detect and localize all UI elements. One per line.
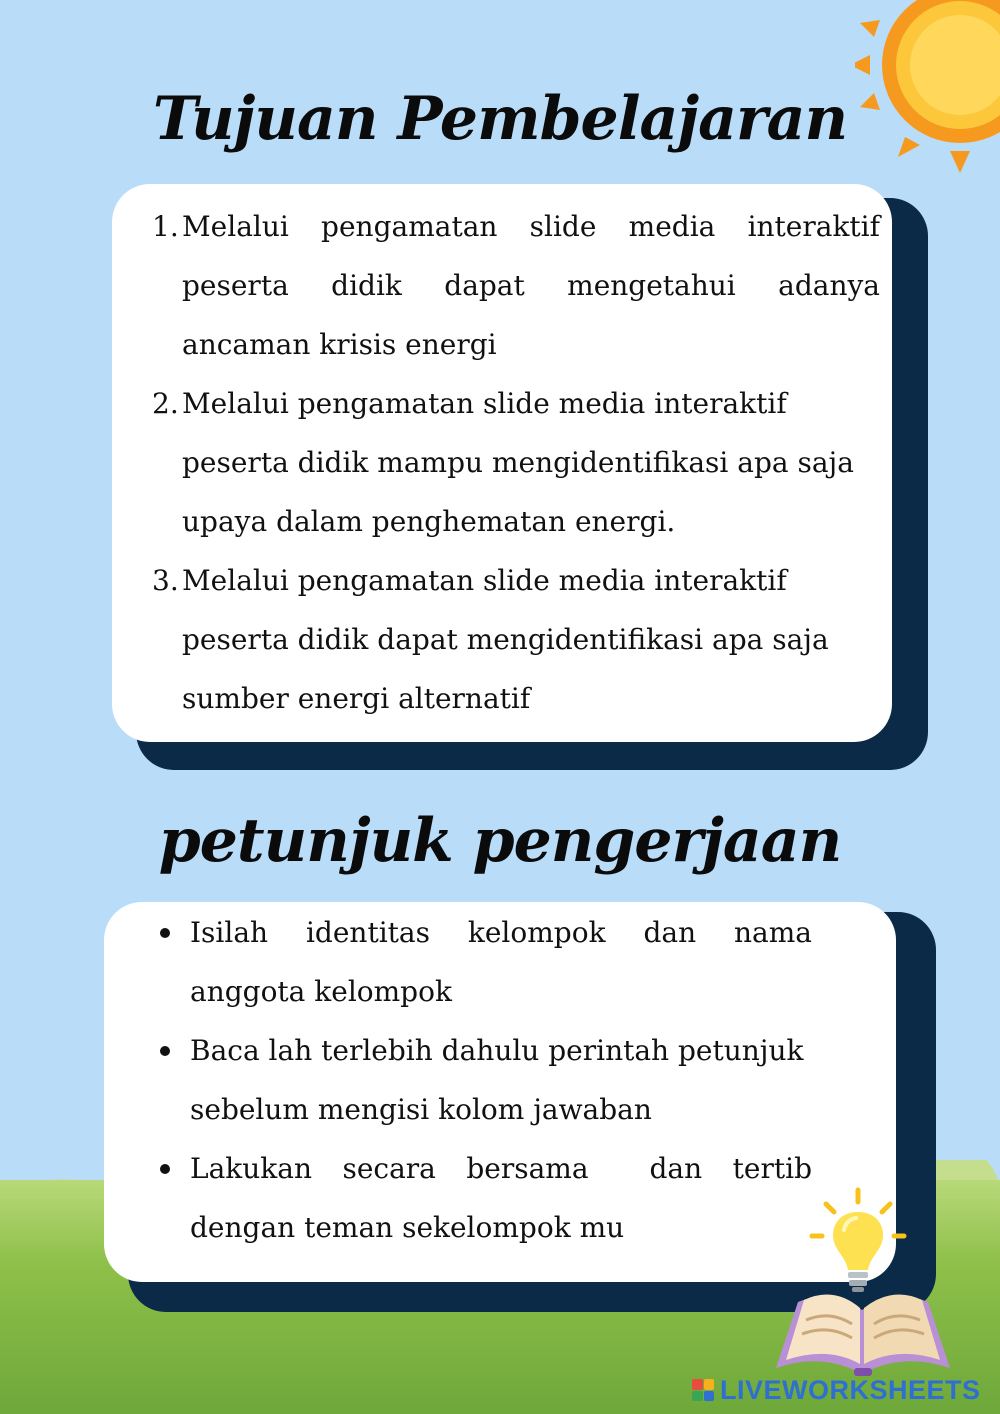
instruction-item: [156, 903, 812, 1021]
objective-line: Melalui pengamatan slide media interaktif: [182, 210, 880, 243]
objective-item: [152, 551, 880, 728]
objective-number: 3.: [152, 564, 179, 597]
objective-line: upaya dalam penghematan energi.: [182, 505, 676, 538]
objective-number: 1.: [152, 210, 179, 243]
instruction-line: dengan teman sekelompok mu: [190, 1211, 625, 1244]
watermark-text: LIVEWORKSHEETS: [720, 1374, 981, 1405]
instruction-line: Lakukan secara bersama dan tertib: [190, 1152, 812, 1185]
objective-line: Melalui pengamatan slide media interaktif: [182, 387, 787, 420]
objective-item: [152, 374, 880, 551]
objective-number: 2.: [152, 387, 179, 420]
objective-item: [152, 197, 880, 374]
instruction-line: sebelum mengisi kolom jawaban: [190, 1093, 652, 1126]
bullet-icon: [156, 1139, 190, 1257]
instruction-item: [156, 1021, 812, 1139]
objective-line: sumber energi alternatif: [182, 682, 531, 715]
bullet-icon: [156, 1021, 190, 1139]
objective-line: peserta didik dapat mengetahui adanya: [182, 269, 880, 302]
objective-line: peserta didik mampu mengidentifikasi apa saja: [182, 446, 854, 479]
instruction-line: Baca lah terlebih dahulu perintah petunjuk: [190, 1034, 804, 1067]
objective-line: peserta didik dapat mengidentifikasi apa saja: [182, 623, 829, 656]
bullet-icon: [156, 903, 190, 1021]
instructions-list: [156, 903, 812, 1257]
instruction-item: [156, 1139, 812, 1257]
liveworksheets-logo-icon: [692, 1379, 714, 1401]
objective-line: ancaman krisis energi: [182, 328, 497, 361]
liveworksheets-watermark: [692, 1376, 981, 1404]
objective-line: Melalui pengamatan slide media interaktif: [182, 564, 787, 597]
objectives-list: [152, 197, 880, 728]
instruction-line: anggota kelompok: [190, 975, 452, 1008]
instruction-line: Isilah identitas kelompok dan nama: [190, 916, 812, 949]
learning-objectives-title: Tujuan Pembelajaran: [152, 84, 848, 154]
open-book-icon: [772, 1280, 954, 1380]
instructions-title: petunjuk pengerjaan: [158, 806, 842, 876]
